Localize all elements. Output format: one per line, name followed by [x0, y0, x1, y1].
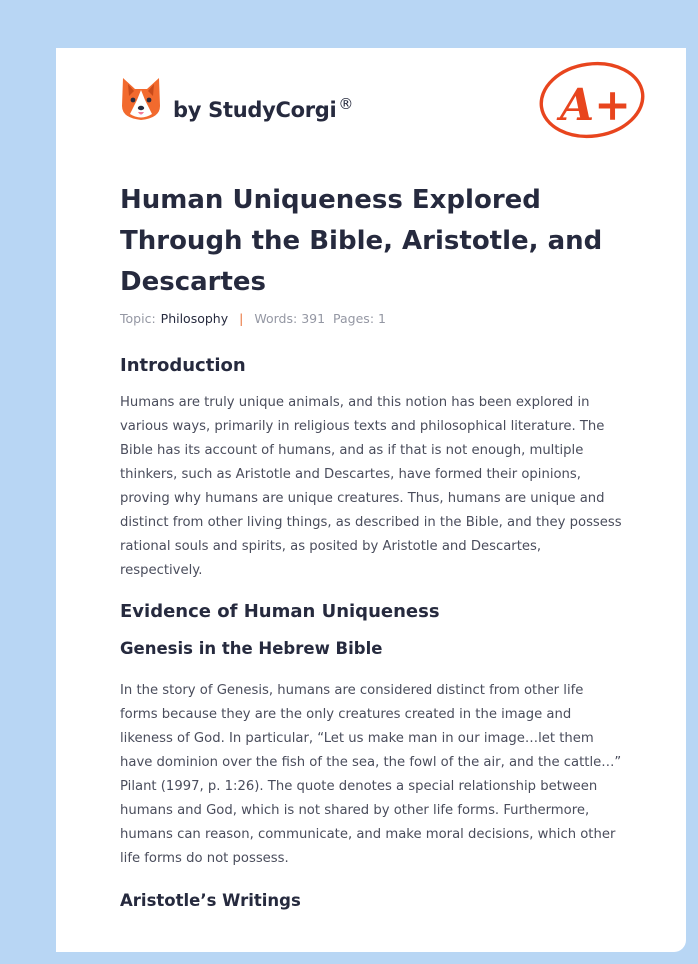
topic-link[interactable]: Philosophy	[160, 311, 229, 326]
brand-name: by StudyCorgi ®	[173, 94, 354, 122]
genesis-paragraph: In the story of Genesis, humans are considered distinct from other life forms because they are the only creatures created in the image and likeness of God. In particular, “Let us make man in our image…let them have dominion over the fish of the sea, the fowl of the air, and the cattle…” Pilant (1997, p. 1:26). The quote denotes a special relationship between humans and God, which is not shared by other life forms. Furthermore, humans can reason, communicate, and make moral decisions, which other life forms do not possess.	[120, 683, 622, 866]
topic-label: Topic:	[120, 311, 156, 326]
evidence-heading: Evidence of Human Uniqueness	[120, 601, 440, 622]
genesis-section	[120, 638, 622, 660]
evidence-section	[120, 600, 622, 624]
studycorgi-logo[interactable]	[120, 76, 353, 122]
words-value: 391	[301, 311, 326, 326]
registered-mark: ®	[338, 94, 354, 113]
grade-a-plus-stamp	[536, 58, 648, 140]
words-label: Words:	[254, 311, 298, 326]
genesis-heading: Genesis in the Hebrew Bible	[120, 639, 383, 658]
corgi-icon	[120, 76, 162, 122]
aristotle-section	[120, 890, 622, 912]
introduction-body-wrap	[120, 391, 622, 583]
grade-text: A+	[560, 80, 632, 131]
aristotle-heading: Aristotle’s Writings	[120, 891, 301, 910]
pages-value: 1	[378, 311, 386, 326]
document-card	[56, 48, 686, 952]
pages-label: Pages:	[333, 311, 375, 326]
introduction-paragraph: Humans are truly unique animals, and this notion has been explored in various ways, primarily in religious texts and philosophical literature. The Bible has its account of humans, and as if that is not enough, multiple thinkers, such as Aristotle and Descartes, have formed their opinions, proving why humans are unique creatures. Thus, humans are unique and distinct from other living things, as described in the Bible, and they possess rational souls and spirits, as posited by Aristotle and Descartes, respectively.	[120, 395, 622, 578]
genesis-body-wrap	[120, 679, 622, 871]
introduction-section	[120, 354, 622, 378]
meta-separator: |	[239, 311, 244, 326]
introduction-heading: Introduction	[120, 355, 246, 376]
essay-meta	[120, 311, 386, 326]
essay-title: Human Uniqueness Explored Through the Bible, Aristotle, and Descartes	[120, 185, 603, 297]
